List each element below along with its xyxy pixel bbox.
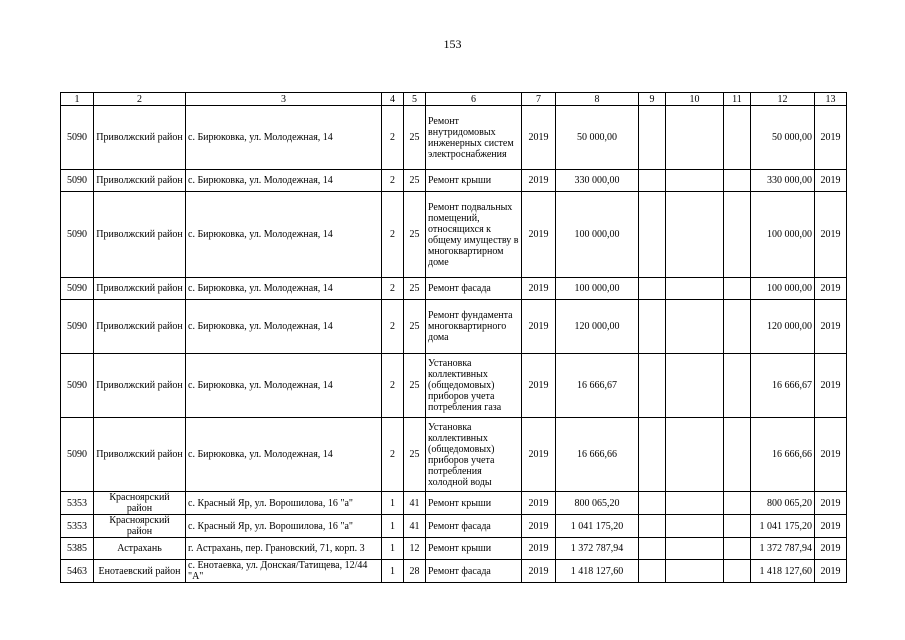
cell-col-5: 12: [404, 538, 426, 560]
cell-district: Астрахань: [94, 538, 186, 560]
column-header-4: 4: [382, 93, 404, 106]
cell-year: 2019: [522, 538, 556, 560]
cell-address: с. Красный Яр, ул. Ворошилова, 16 "а": [186, 492, 382, 515]
cell-col-9: [639, 538, 666, 560]
cell-col-12: 1 418 127,60: [751, 560, 815, 583]
cell-year: 2019: [522, 354, 556, 418]
table-row: [61, 560, 847, 583]
cell-address: с. Красный Яр, ул. Ворошилова, 16 "а": [186, 515, 382, 538]
cell-house-id: 5090: [61, 354, 94, 418]
cell-district: Приволжский район: [94, 170, 186, 192]
cell-col-4: 2: [382, 418, 404, 492]
cell-col-12: 100 000,00: [751, 192, 815, 278]
cell-district: Приволжский район: [94, 106, 186, 170]
cell-col-11: [724, 170, 751, 192]
cell-col-4: 1: [382, 515, 404, 538]
table-row: [61, 192, 847, 278]
cell-col-11: [724, 354, 751, 418]
column-header-13: 13: [815, 93, 847, 106]
cell-col-12: 1 041 175,20: [751, 515, 815, 538]
cell-district: Красноярский район: [94, 492, 186, 515]
cell-total-cost: 1 372 787,94: [556, 538, 639, 560]
cell-col-13: 2019: [815, 492, 847, 515]
cell-house-id: 5353: [61, 515, 94, 538]
cell-work-type: Ремонт фасада: [426, 515, 522, 538]
cell-col-4: 2: [382, 300, 404, 354]
cell-address: с. Бирюковка, ул. Молодежная, 14: [186, 192, 382, 278]
cell-house-id: 5463: [61, 560, 94, 583]
cell-work-type: Установка коллективных (общедомовых) приборов учета потребления холодной воды: [426, 418, 522, 492]
cell-col-11: [724, 560, 751, 583]
column-header-2: 2: [94, 93, 186, 106]
cell-col-13: 2019: [815, 170, 847, 192]
cell-address: с. Бирюковка, ул. Молодежная, 14: [186, 354, 382, 418]
page-number: 153: [443, 37, 462, 51]
table-row: [61, 492, 847, 515]
cell-col-9: [639, 560, 666, 583]
cell-work-type: Ремонт крыши: [426, 492, 522, 515]
cell-col-9: [639, 278, 666, 300]
cell-col-10: [666, 418, 724, 492]
cell-year: 2019: [522, 106, 556, 170]
cell-col-10: [666, 192, 724, 278]
cell-col-11: [724, 418, 751, 492]
cell-col-5: 25: [404, 300, 426, 354]
cell-year: 2019: [522, 278, 556, 300]
cell-col-12: 1 372 787,94: [751, 538, 815, 560]
cell-house-id: 5385: [61, 538, 94, 560]
cell-col-11: [724, 278, 751, 300]
table-row: [61, 278, 847, 300]
cell-total-cost: 330 000,00: [556, 170, 639, 192]
cell-col-11: [724, 106, 751, 170]
cell-total-cost: 800 065,20: [556, 492, 639, 515]
cell-year: 2019: [522, 192, 556, 278]
table-row: [61, 538, 847, 560]
column-header-1: 1: [61, 93, 94, 106]
cell-col-13: 2019: [815, 560, 847, 583]
cell-district: Приволжский район: [94, 354, 186, 418]
table-body: [61, 106, 847, 583]
cell-total-cost: 120 000,00: [556, 300, 639, 354]
cell-col-4: 1: [382, 492, 404, 515]
cell-col-9: [639, 192, 666, 278]
cell-col-10: [666, 354, 724, 418]
cell-col-13: 2019: [815, 538, 847, 560]
cell-house-id: 5353: [61, 492, 94, 515]
cell-col-11: [724, 492, 751, 515]
cell-address: с. Бирюковка, ул. Молодежная, 14: [186, 278, 382, 300]
table-row: [61, 515, 847, 538]
cell-col-12: 16 666,66: [751, 418, 815, 492]
cell-col-5: 25: [404, 354, 426, 418]
cell-work-type: Ремонт внутридомовых инженерных систем электроснабжения: [426, 106, 522, 170]
cell-col-11: [724, 515, 751, 538]
cell-col-4: 2: [382, 278, 404, 300]
cell-col-4: 1: [382, 538, 404, 560]
cell-col-12: 120 000,00: [751, 300, 815, 354]
column-header-9: 9: [639, 93, 666, 106]
cell-district: Приволжский район: [94, 192, 186, 278]
cell-work-type: Ремонт крыши: [426, 538, 522, 560]
column-header-10: 10: [666, 93, 724, 106]
cell-col-5: 25: [404, 418, 426, 492]
cell-col-4: 2: [382, 354, 404, 418]
cell-total-cost: 50 000,00: [556, 106, 639, 170]
column-header-6: 6: [426, 93, 522, 106]
cell-total-cost: 1 418 127,60: [556, 560, 639, 583]
cell-col-10: [666, 538, 724, 560]
cell-work-type: Ремонт подвальных помещений, относящихся к общему имуществу в многоквартирном доме: [426, 192, 522, 278]
table-row: [61, 418, 847, 492]
cell-district: Приволжский район: [94, 418, 186, 492]
cell-col-5: 25: [404, 192, 426, 278]
cell-address: с. Бирюковка, ул. Молодежная, 14: [186, 106, 382, 170]
cell-col-5: 25: [404, 170, 426, 192]
cell-work-type: Ремонт фасада: [426, 560, 522, 583]
cell-district: Приволжский район: [94, 278, 186, 300]
cell-col-11: [724, 192, 751, 278]
cell-col-13: 2019: [815, 515, 847, 538]
cell-year: 2019: [522, 492, 556, 515]
cell-total-cost: 16 666,66: [556, 418, 639, 492]
cell-col-9: [639, 170, 666, 192]
cell-col-5: 41: [404, 492, 426, 515]
column-header-5: 5: [404, 93, 426, 106]
cell-col-13: 2019: [815, 106, 847, 170]
cell-col-13: 2019: [815, 192, 847, 278]
cell-col-4: 2: [382, 106, 404, 170]
cell-address: г. Астрахань, пер. Грановский, 71, корп. 3: [186, 538, 382, 560]
column-header-8: 8: [556, 93, 639, 106]
cell-district: Енотаевский район: [94, 560, 186, 583]
cell-col-12: 800 065,20: [751, 492, 815, 515]
cell-house-id: 5090: [61, 170, 94, 192]
cell-address: с. Енотаевка, ул. Донская/Татищева, 12/44 "А": [186, 560, 382, 583]
column-header-3: 3: [186, 93, 382, 106]
cell-col-9: [639, 515, 666, 538]
cell-house-id: 5090: [61, 278, 94, 300]
cell-col-13: 2019: [815, 300, 847, 354]
cell-address: с. Бирюковка, ул. Молодежная, 14: [186, 170, 382, 192]
cell-col-13: 2019: [815, 278, 847, 300]
cell-col-10: [666, 170, 724, 192]
cell-work-type: Установка коллективных (общедомовых) приборов учета потребления газа: [426, 354, 522, 418]
cell-year: 2019: [522, 515, 556, 538]
cell-col-5: 28: [404, 560, 426, 583]
cell-col-11: [724, 538, 751, 560]
cell-col-4: 1: [382, 560, 404, 583]
table-row: [61, 170, 847, 192]
cell-col-10: [666, 515, 724, 538]
cell-house-id: 5090: [61, 418, 94, 492]
cell-col-10: [666, 106, 724, 170]
cell-total-cost: 100 000,00: [556, 192, 639, 278]
cell-col-9: [639, 492, 666, 515]
cell-col-10: [666, 278, 724, 300]
cell-year: 2019: [522, 560, 556, 583]
cell-col-9: [639, 354, 666, 418]
cell-house-id: 5090: [61, 192, 94, 278]
cell-district: Приволжский район: [94, 300, 186, 354]
cell-col-12: 100 000,00: [751, 278, 815, 300]
table-row: [61, 354, 847, 418]
cell-house-id: 5090: [61, 106, 94, 170]
cell-district: Красноярский район: [94, 515, 186, 538]
cell-total-cost: 1 041 175,20: [556, 515, 639, 538]
cell-col-9: [639, 300, 666, 354]
cell-work-type: Ремонт фасада: [426, 278, 522, 300]
cell-col-10: [666, 492, 724, 515]
column-header-11: 11: [724, 93, 751, 106]
cell-col-12: 330 000,00: [751, 170, 815, 192]
cell-col-5: 41: [404, 515, 426, 538]
cell-address: с. Бирюковка, ул. Молодежная, 14: [186, 418, 382, 492]
cell-year: 2019: [522, 418, 556, 492]
cell-col-4: 2: [382, 170, 404, 192]
cell-col-4: 2: [382, 192, 404, 278]
table-row: [61, 106, 847, 170]
cell-col-12: 50 000,00: [751, 106, 815, 170]
cell-year: 2019: [522, 300, 556, 354]
cell-col-12: 16 666,67: [751, 354, 815, 418]
cell-col-10: [666, 300, 724, 354]
cell-col-5: 25: [404, 106, 426, 170]
cell-col-9: [639, 106, 666, 170]
column-header-7: 7: [522, 93, 556, 106]
cell-total-cost: 100 000,00: [556, 278, 639, 300]
cell-year: 2019: [522, 170, 556, 192]
repair-registry-table: [60, 92, 847, 583]
cell-address: с. Бирюковка, ул. Молодежная, 14: [186, 300, 382, 354]
cell-work-type: Ремонт фундамента многоквартирного дома: [426, 300, 522, 354]
cell-col-13: 2019: [815, 418, 847, 492]
cell-col-5: 25: [404, 278, 426, 300]
cell-house-id: 5090: [61, 300, 94, 354]
header-row: [61, 93, 847, 106]
cell-work-type: Ремонт крыши: [426, 170, 522, 192]
cell-col-11: [724, 300, 751, 354]
column-header-12: 12: [751, 93, 815, 106]
cell-col-13: 2019: [815, 354, 847, 418]
table-row: [61, 300, 847, 354]
cell-col-10: [666, 560, 724, 583]
cell-col-9: [639, 418, 666, 492]
cell-total-cost: 16 666,67: [556, 354, 639, 418]
